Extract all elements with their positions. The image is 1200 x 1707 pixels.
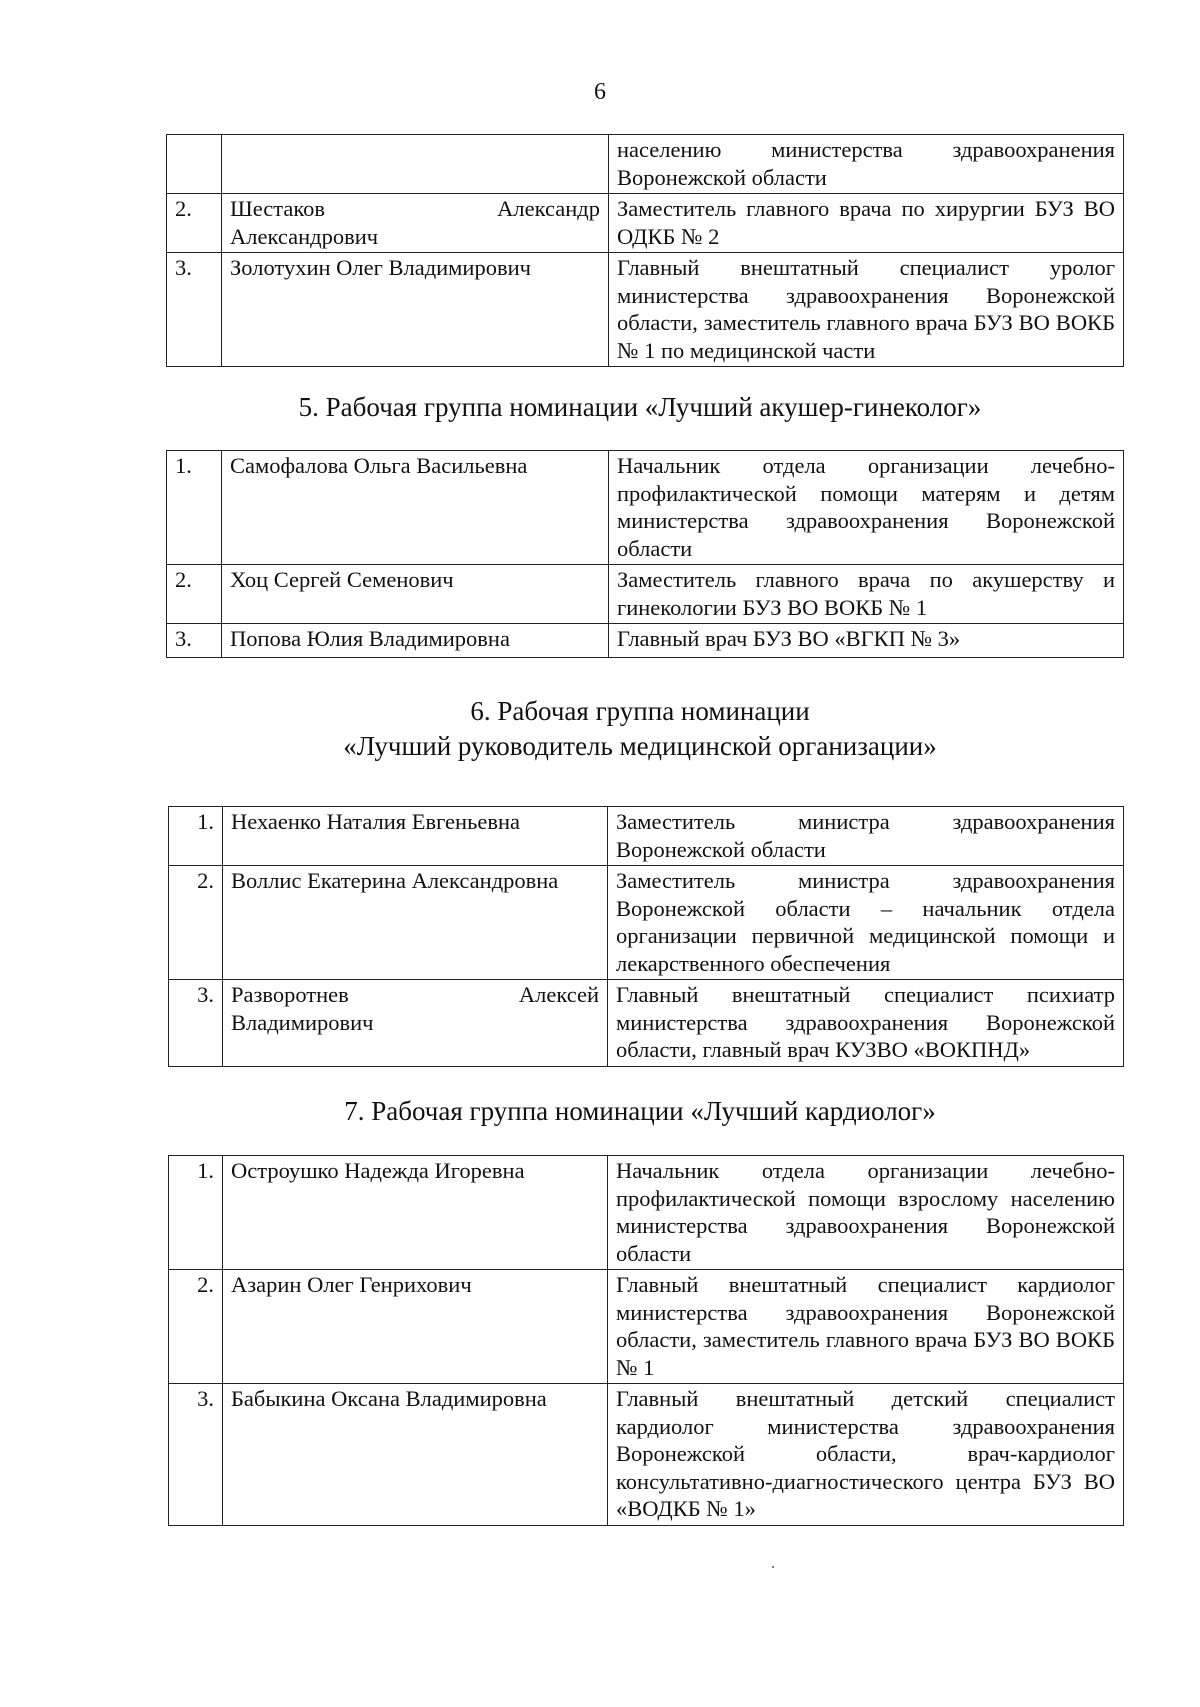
member-name: Бабыкина Оксана Владимировна	[223, 1384, 608, 1526]
page-number: 6	[594, 79, 606, 105]
member-role: Начальник отдела организации лечебно-профилактической помощи взрослому населению министерства здравоохранения Воронежской области	[608, 1156, 1124, 1270]
table-row	[169, 1156, 1124, 1270]
member-name-line: Владимирович	[231, 1009, 374, 1035]
row-number: 2.	[169, 1270, 223, 1384]
member-role: Главный внештатный детский специалист кардиолог министерства здравоохранения Воронежской области, врач-кардиолог консультативно-диагностического центра БУЗ ВО «ВОДКБ № 1»	[608, 1384, 1124, 1526]
member-name: Остроушко Надежда Игоревна	[223, 1156, 608, 1270]
member-name: Хоц Сергей Семенович	[222, 565, 609, 624]
member-role: Главный врач БУЗ ВО «ВГКП № 3»	[609, 624, 1124, 658]
member-name	[222, 135, 609, 194]
row-number: 1.	[169, 807, 223, 866]
table-row	[167, 451, 1124, 565]
row-number: 2.	[169, 866, 223, 980]
row-number: 3.	[167, 624, 222, 658]
member-name	[222, 194, 609, 253]
scan-speck	[772, 1566, 774, 1568]
row-number: 2.	[167, 194, 222, 253]
member-role: Заместитель главного врача по акушерству и гинекологии БУЗ ВО ВОКБ № 1	[609, 565, 1124, 624]
row-number: 3.	[169, 980, 223, 1067]
members-table-section5	[166, 450, 1124, 658]
row-number: 1.	[169, 1156, 223, 1270]
row-number: 3.	[169, 1384, 223, 1526]
table-row	[169, 980, 1124, 1067]
member-name: Самофалова Ольга Васильевна	[222, 451, 609, 565]
table-row	[167, 135, 1124, 194]
member-role: Главный внештатный специалист психиатр министерства здравоохранения Воронежской области, главный врач КУЗВО «ВОКПНД»	[608, 980, 1124, 1067]
table-row	[167, 624, 1124, 658]
table-row	[167, 194, 1124, 253]
member-name-line: Шестаков Александр	[230, 196, 600, 221]
member-name	[223, 980, 608, 1067]
section-title	[160, 694, 1120, 764]
member-name: Нехаенко Наталия Евгеньевна	[223, 807, 608, 866]
member-name: Воллис Екатерина Александровна	[223, 866, 608, 980]
table-row	[169, 1270, 1124, 1384]
member-name: Попова Юлия Владимировна	[222, 624, 609, 658]
table-row	[169, 1384, 1124, 1526]
table-row	[169, 866, 1124, 980]
section-title: 5. Рабочая группа номинации «Лучший акушер-гинеколог»	[298, 392, 982, 422]
section-title: 7. Рабочая группа номинации «Лучший кардиолог»	[344, 1096, 936, 1126]
members-table-continued	[166, 134, 1124, 367]
table-row	[169, 807, 1124, 866]
member-name-line: Разворотнев Алексей	[231, 982, 599, 1007]
member-name-line: Александрович	[230, 223, 379, 249]
section-title-line: 6. Рабочая группа номинации	[470, 696, 810, 726]
table-row	[167, 565, 1124, 624]
row-number	[167, 135, 222, 194]
members-table-section7	[168, 1155, 1124, 1526]
member-name: Азарин Олег Генрихович	[223, 1270, 608, 1384]
section-title-line: «Лучший руководитель медицинской организации»	[343, 731, 937, 761]
member-role: населению министерства здравоохранения Воронежской области	[609, 135, 1124, 194]
member-role: Заместитель главного врача по хирургии БУЗ ВО ОДКБ № 2	[609, 194, 1124, 253]
table-row	[167, 253, 1124, 367]
member-name: Золотухин Олег Владимирович	[222, 253, 609, 367]
row-number: 2.	[167, 565, 222, 624]
member-role: Главный внештатный специалист кардиолог министерства здравоохранения Воронежской области, заместитель главного врача БУЗ ВО ВОКБ № 1	[608, 1270, 1124, 1384]
member-role: Заместитель министра здравоохранения Воронежской области – начальник отдела организации первичной медицинской помощи и лекарственного обеспечения	[608, 866, 1124, 980]
member-role: Заместитель министра здравоохранения Воронежской области	[608, 807, 1124, 866]
row-number: 1.	[167, 451, 222, 565]
members-table-section6	[168, 806, 1124, 1067]
member-role: Главный внештатный специалист уролог министерства здравоохранения Воронежской области, заместитель главного врача БУЗ ВО ВОКБ № 1 по медицинской части	[609, 253, 1124, 367]
row-number: 3.	[167, 253, 222, 367]
member-role: Начальник отдела организации лечебно-профилактической помощи матерям и детям министерства здравоохранения Воронежской области	[609, 451, 1124, 565]
